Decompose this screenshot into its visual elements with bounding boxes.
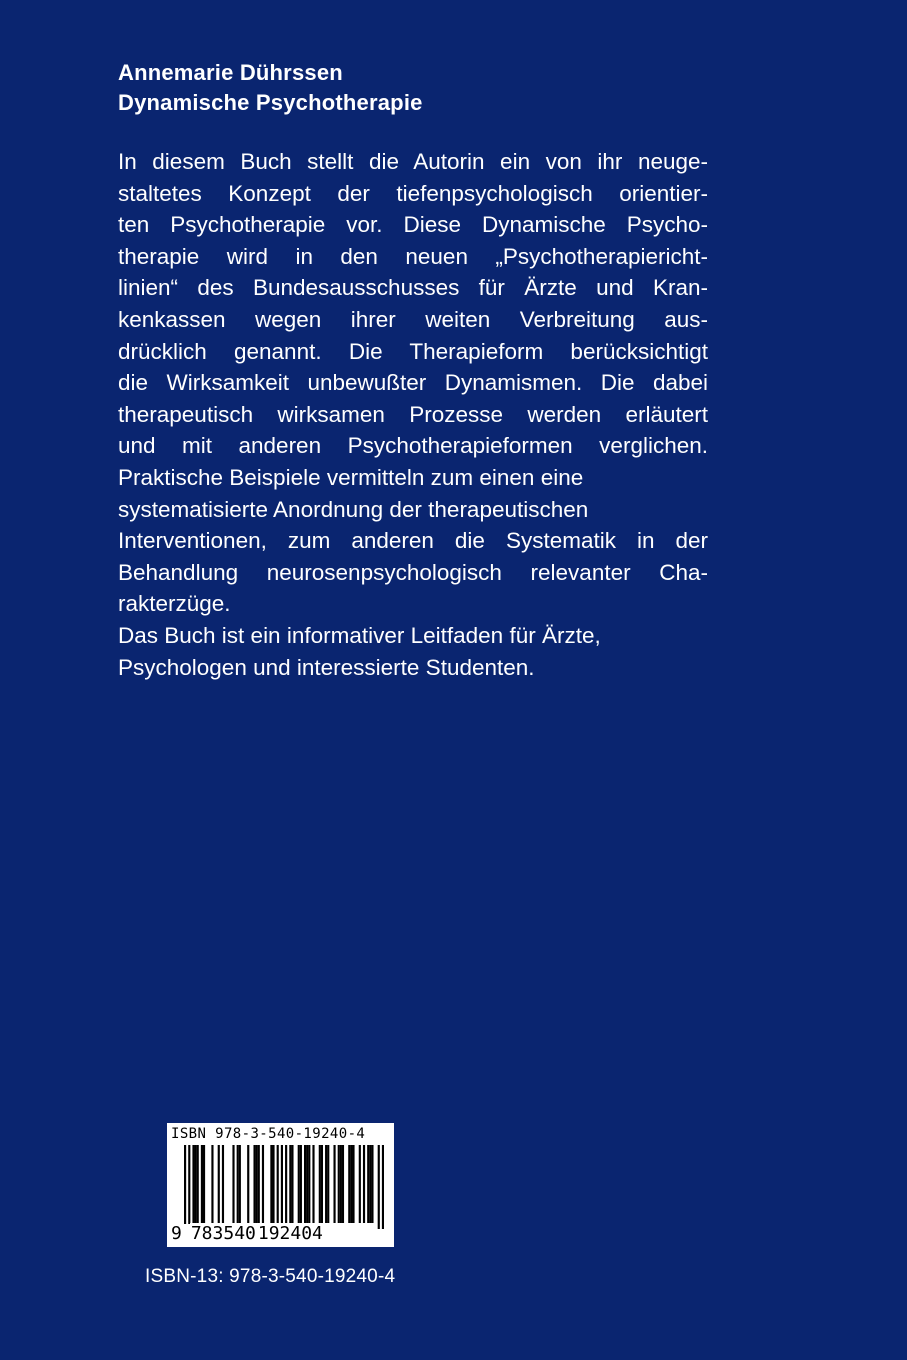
book-title: Dynamische Psychotherapie bbox=[118, 90, 423, 115]
blurb-line: Praktische Beispiele vermitteln zum einen eine bbox=[118, 464, 584, 490]
barcode-bar bbox=[247, 1145, 249, 1223]
blurb-line: ten Psychotherapie vor. Diese Dynamische Psycho- bbox=[118, 212, 708, 238]
blurb-line: rakterzüge. bbox=[118, 591, 231, 617]
barcode-bar bbox=[306, 1145, 308, 1223]
blurb-line: und mit anderen Psychotherapieformen verglichen. bbox=[118, 433, 708, 459]
barcode-digit-first: 9 bbox=[171, 1223, 182, 1244]
barcode-bar bbox=[258, 1145, 260, 1223]
barcode-bar bbox=[277, 1145, 279, 1223]
barcode-bar bbox=[350, 1145, 352, 1223]
barcode-bar bbox=[333, 1145, 335, 1223]
barcode-bar bbox=[232, 1145, 234, 1223]
barcode-graphic bbox=[184, 1145, 384, 1229]
blurb-line: therapie wird in den neuen „Psychotherapiericht- bbox=[118, 243, 708, 269]
barcode-bar bbox=[211, 1145, 213, 1223]
barcode-bar bbox=[253, 1145, 255, 1223]
barcode-bar bbox=[197, 1145, 199, 1223]
blurb-line: kenkassen wegen ihrer weiten Verbreitung aus- bbox=[118, 306, 708, 332]
barcode-isbn-label: ISBN 978-3-540-19240-4 bbox=[171, 1126, 366, 1142]
barcode-bar bbox=[262, 1145, 264, 1223]
barcode-bars bbox=[184, 1145, 384, 1229]
blurb-line: die Wirksamkeit unbewußter Dynamismen. Die dabei bbox=[118, 370, 708, 396]
barcode-bar bbox=[367, 1145, 369, 1223]
barcode-bar bbox=[340, 1145, 342, 1223]
barcode-bar bbox=[319, 1145, 321, 1223]
barcode-bar bbox=[195, 1145, 197, 1223]
blurb-line: systematisierte Anordnung der therapeutischen bbox=[118, 496, 589, 522]
barcode-bar bbox=[272, 1145, 274, 1223]
barcode-guard-bar bbox=[382, 1145, 384, 1229]
isbn13-text: ISBN-13: 978-3-540-19240-4 bbox=[145, 1266, 396, 1287]
barcode-bar bbox=[291, 1145, 293, 1223]
barcode-bar bbox=[237, 1145, 239, 1223]
barcode-bar bbox=[342, 1145, 344, 1223]
blurb-line: Das Buch ist ein informativer Leitfaden für Ärzte, bbox=[118, 622, 601, 648]
barcode-guard-bar bbox=[378, 1145, 380, 1229]
barcode-guard-bar bbox=[188, 1145, 190, 1229]
barcode-bar bbox=[270, 1145, 272, 1223]
barcode-bar bbox=[222, 1145, 224, 1223]
isbn-barcode bbox=[167, 1123, 394, 1247]
barcode-bar bbox=[300, 1145, 302, 1223]
barcode-bar bbox=[327, 1145, 329, 1223]
barcode-guard-bar bbox=[285, 1145, 287, 1229]
barcode-bar bbox=[321, 1145, 323, 1223]
barcode-bar bbox=[192, 1145, 194, 1223]
barcode-digits bbox=[171, 1224, 324, 1244]
author-name: Annemarie Dührssen bbox=[118, 60, 343, 85]
blurb-line: therapeutisch wirksamen Prozesse werden erläutert bbox=[118, 401, 708, 427]
cover-header bbox=[118, 58, 423, 118]
barcode-bar bbox=[289, 1145, 291, 1223]
blurb-line: staltetes Konzept der tiefenpsychologisch orientier- bbox=[118, 180, 708, 206]
blurb-line: In diesem Buch stellt die Autorin ein von ihr neuge- bbox=[118, 149, 708, 174]
barcode-bar bbox=[218, 1145, 220, 1223]
blurb-line: Behandlung neurosenpsychologisch relevanter Cha- bbox=[118, 559, 708, 585]
barcode-bar bbox=[325, 1145, 327, 1223]
barcode-bar bbox=[363, 1145, 365, 1223]
barcode-digit-group-left: 783540 bbox=[190, 1223, 256, 1244]
barcode-bar bbox=[239, 1145, 241, 1223]
blurb-line: Interventionen, zum anderen die Systematik in der bbox=[118, 528, 708, 554]
barcode-bar bbox=[298, 1145, 300, 1223]
blurb-line: Psychologen und interessierte Studenten. bbox=[118, 654, 535, 680]
barcode-bar bbox=[201, 1145, 203, 1223]
barcode-digit-group-right: 192404 bbox=[257, 1223, 323, 1244]
barcode-bar bbox=[352, 1145, 354, 1223]
blurb-line: linien“ des Bundesausschusses für Ärzte und Kran- bbox=[118, 275, 708, 301]
barcode-bar bbox=[256, 1145, 258, 1223]
blurb-text bbox=[118, 146, 738, 683]
barcode-bar bbox=[369, 1145, 371, 1223]
blurb-line: drücklich genannt. Die Therapieform berücksichtigt bbox=[118, 338, 708, 364]
barcode-bar bbox=[304, 1145, 306, 1223]
barcode-guard-bar bbox=[184, 1145, 186, 1229]
barcode-bar bbox=[308, 1145, 310, 1223]
barcode-bar bbox=[359, 1145, 361, 1223]
barcode-bar bbox=[348, 1145, 350, 1223]
barcode-bar bbox=[338, 1145, 340, 1223]
barcode-bar bbox=[203, 1145, 205, 1223]
barcode-guard-bar bbox=[281, 1145, 283, 1229]
barcode-bar bbox=[371, 1145, 373, 1223]
barcode-bar bbox=[312, 1145, 314, 1223]
